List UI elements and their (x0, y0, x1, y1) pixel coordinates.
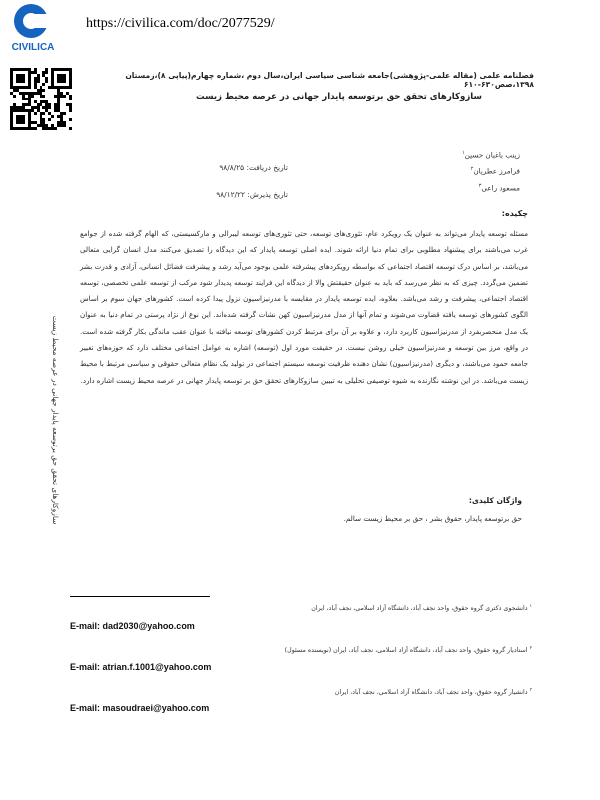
footnote-email-3[interactable]: E-mail: masoudraei@yahoo.com (70, 703, 210, 713)
footnote-2: $^۲$ استادیار گروه حقوق، واحد نجف آباد، دانشگاه آزاد اسلامی، نجف آباد، ایران (نویسنده مسئول) (284, 646, 532, 655)
logo-text: CIVILICA (11, 42, 55, 53)
received-date: تاریخ دریافت: ۹۸/۸/۲۵ (219, 163, 288, 172)
running-title-sidebar: سازوکارهای تحقق حق برتوسعه پایدار جهانی در عرصه محیط زیست (51, 315, 60, 525)
journal-citation: فصلنامه علمی (مقاله علمی-پژوهشی)جامعه شناسی سیاسی ایران،سال دوم ،شماره چهارم(پیاپی ۸)،زمستان ۱۳۹۸،صص۶۳۰-۶۱۰ (125, 71, 534, 89)
author-list (380, 146, 520, 195)
document-url[interactable]: https://civilica.com/doc/2077529/ (86, 16, 275, 31)
author-name: زینب باغبان حسین$^۱$ (461, 150, 520, 160)
qr-code-icon (10, 68, 72, 130)
keywords-heading: واژگان کلیدی: (468, 496, 522, 505)
abstract-text: مسئله توسعه پایدار می‌تواند به عنوان یک رویکرد عام، تئوری‌های توسعه، حتی تئوری‌های توسعه لیبرالی و مارکسیستی، که الهام گرفته شده از جوامع غرب می‌باشند برای پیشنهاد مطلوبی برای تمام دنیا ارائه شوند. ایده اصلی توسعه پایدار که این دیدگاه را تصدیق می‌کنند مدل انسان گرایی متعالی می‌باشد، بر اساس درک توسعه اقتصاد اجتماعی که بواسطه رویکردهای پیشرفته علمی بوجود می‌آید رشد و پیشرفت فضائل انسانی، آزادی و قدرت بشر تضمین می‌گردد. چیزی که به نظر می‌رسد که باید به عنوان حقیقتش والا از دیدگاه این فرایند توسعه پدیدار شود مرکب از توسعه علمی تخصصی، توسعه اقتصاد اجتماعی، پیشرفت و رشد می‌باشد. بعلاوه، ایده توسعه پایدار در مقایسه با مدرنیزاسیون نزول پیدا کرده است. کشورهای جهان سوم بر اساس الگوی کشورهای توسعه یافته قضاوت می‌شوند و تمام آنها از مدل مدرنیزاسیون کهن نشات گرفته شده‌اند. این نوع از نژاد پرستی در تمام دنیا به عنوان یک مدل منحصر‌بفرد از مدرنیزاسیون کاربرد دارد، و علاوه بر آن برای مرتبط کردن کشورهای توسعه نیافته با عنوان عقب ماندگی بکار گرفته شده است. در واقع، مرز بین توسعه و مدرنیزاسیون خیلی روشن نیست. در حقیقت مورد اول (توسعه) اشاره به عوامل اجتماعی مختلف دارد که حوزه‌های تغییر جامعه حمود می‌باشند، و دیگری (مدرنیزاسیون) نشان دهنده ظرفیت توسعه سیستم اجتماعی در تولید یک نظام متعالی حقوقی و سیاسی مرتبط با محیط زیست می‌باشد. در این نوشته نگارنده به شیوه توصیفی تحلیلی به تبیین سازوکارهای تحقق حق بر توسعه پایدار جهانی در عرصه محیط زیست اشاره دارد. (80, 229, 528, 385)
footnote-3: $^۳$ دانشیار گروه حقوق، واحد نجف آباد، دانشگاه آزاد اسلامی، نجف آباد، ایران (334, 688, 532, 697)
author-name: مسعود راعی$^۳$ (478, 182, 520, 193)
civilica-logo[interactable] (6, 4, 60, 62)
footnote-email-2[interactable]: E-mail: atrian.f.1001@yahoo.com (70, 662, 212, 672)
author-name: فرامرز عطریان$^۲$ (470, 166, 520, 176)
accepted-date: تاریخ پذیرش: ۹۸/۱۲/۲۲ (216, 190, 288, 199)
footnote-email-1[interactable]: E-mail: dad2030@yahoo.com (70, 621, 195, 631)
paper-title: سازوکارهای تحقق حق برتوسعه پایدار جهانی در عرصه محیط زیست (195, 92, 482, 102)
footnote-1: $^۱$ دانشجوی دکتری گروه حقوق، واحد نجف آباد، دانشگاه آزاد اسلامی، نجف آباد، ایران (311, 604, 532, 613)
article-dates (158, 154, 288, 208)
abstract-heading: چکیده: (501, 209, 528, 218)
keywords-text: حق برتوسعه پایدار، حقوق بشر ، حق بر محیط زیست سالم. (343, 514, 522, 523)
footnote-divider (70, 596, 210, 597)
